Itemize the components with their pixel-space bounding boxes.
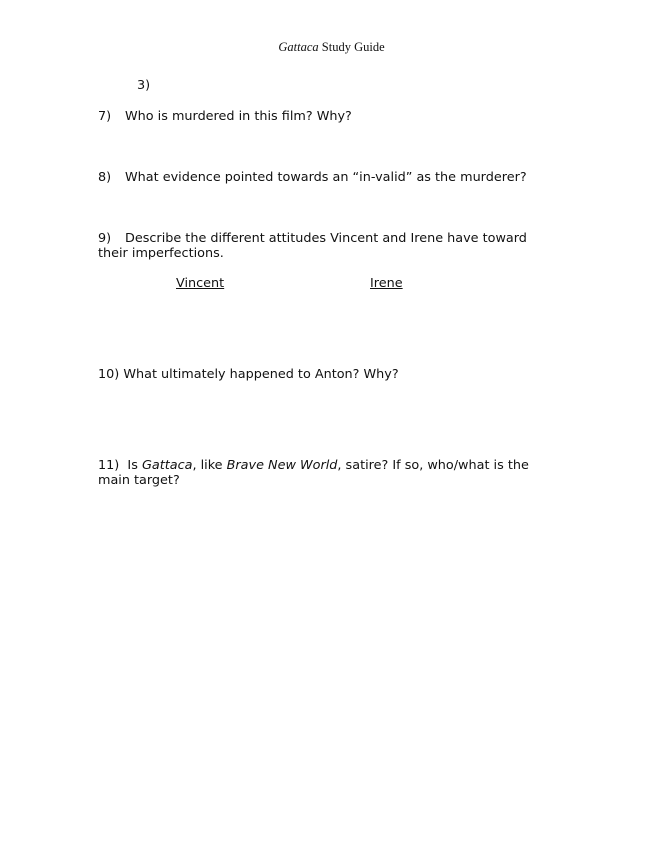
column-heading-irene: Irene — [370, 276, 403, 291]
question-text-part1: Is — [127, 458, 142, 473]
question-7 — [98, 109, 558, 124]
header-title-rest: Study Guide — [318, 40, 385, 54]
question-number: 11) — [98, 458, 120, 473]
question-text-part3: , satire? If so, who/what is the main target? — [98, 458, 529, 488]
question-number: 9) — [98, 231, 112, 246]
question-number: 8) — [98, 170, 112, 185]
question-11 — [98, 458, 548, 488]
question-text: Who is murdered in this film? Why? — [125, 109, 352, 124]
question-text: What evidence pointed towards an “in-valid” as the murderer? — [125, 170, 527, 185]
question-8 — [98, 170, 558, 185]
question-number: 10) — [98, 367, 120, 382]
page-header — [0, 39, 663, 55]
column-heading-vincent: Vincent — [176, 276, 225, 291]
question-9 — [98, 231, 543, 261]
question-3-stub: 3) — [137, 78, 151, 93]
question-text: Describe the different attitudes Vincent and Irene have toward their imperfections. — [98, 231, 527, 261]
question-10 — [98, 367, 558, 382]
question-text: What ultimately happened to Anton? Why? — [123, 367, 399, 382]
question-text-part2: , like — [192, 458, 227, 473]
question-text-italic-gattaca: Gattaca — [141, 458, 193, 473]
question-text-italic-brave-new-world: Brave New World — [226, 458, 338, 473]
question-number: 7) — [98, 109, 112, 124]
header-title-italic: Gattaca — [278, 40, 319, 54]
